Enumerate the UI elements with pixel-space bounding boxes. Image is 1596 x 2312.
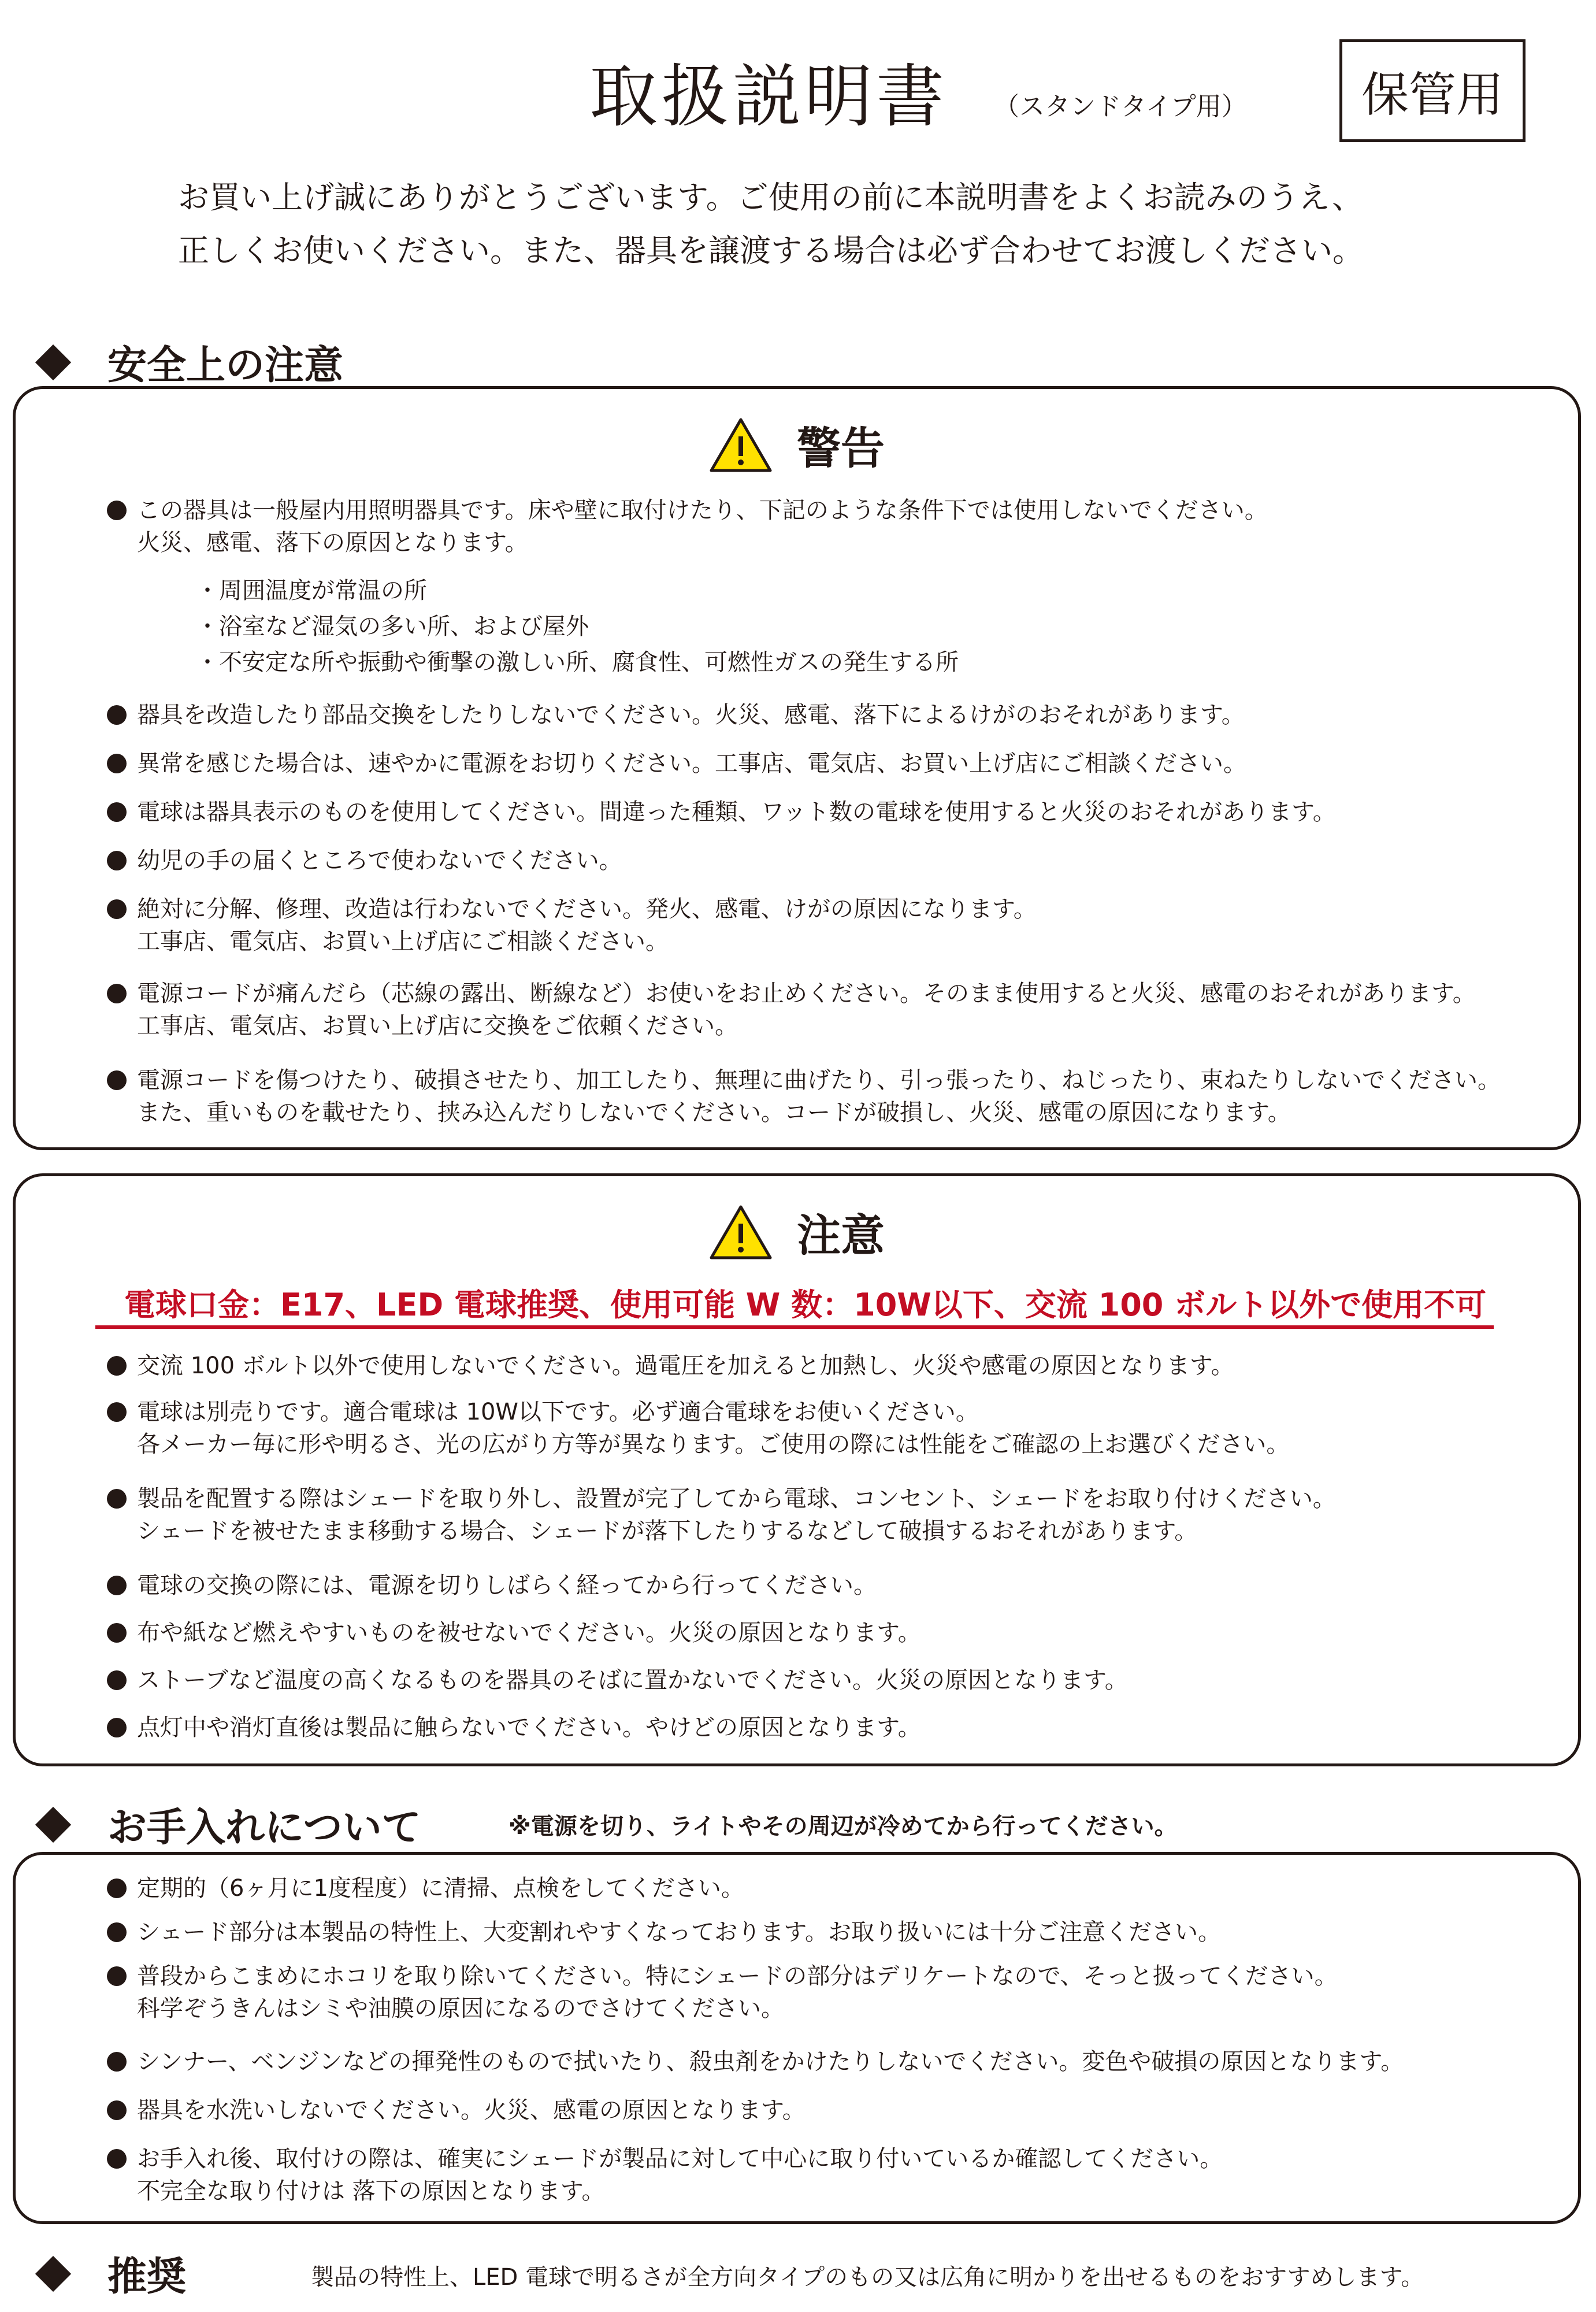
caution-item-3 [107, 1483, 1336, 1547]
warning-item-text: 電源コードを傷つけたり、破損させたり、加工したり、無理に曲げたり、引っ張ったり、ねじったり、束ねたりしないでください。 [137, 1067, 1501, 1094]
bullet-icon [107, 851, 127, 870]
care-item-text: 不完全な取り付けは 落下の原因となります。 [137, 2178, 605, 2204]
bullet-icon [107, 802, 127, 822]
bullet-icon [107, 1576, 127, 1595]
caution-item-text: ストーブなど温度の高くなるものを器具のそばに置かないでください。火災の原因となります。 [137, 1667, 1128, 1694]
warning-item-text: 工事店、電気店、お買い上げ店に交換をご依頼ください。 [137, 1013, 738, 1039]
care-item-text: お手入れ後、取付けの際は、確実にシェードが製品に対して中心に取り付いているか確認してください。 [137, 2146, 1223, 2172]
bullet-icon [107, 2149, 127, 2169]
care-item-6 [107, 2143, 1223, 2207]
page-subtitle: （スタンドタイプ用） [994, 92, 1247, 121]
recommend-section-title: 推奨 [107, 2254, 187, 2300]
page-title: 取扱説明書 [589, 57, 948, 136]
warning-item-1 [107, 494, 1268, 559]
caution-item-text: 点灯中や消灯直後は製品に触らないでください。やけどの原因となります。 [137, 1714, 921, 1741]
recommend-section-heading [40, 2246, 186, 2302]
bullet-icon [107, 1922, 127, 1942]
bullet-icon [107, 1489, 127, 1509]
diamond-icon [35, 344, 71, 380]
bullet-icon [107, 754, 127, 773]
caution-item-1 [107, 1350, 1234, 1382]
warning-item-text: 幼児の手の届くところで使わないでください。 [137, 847, 622, 874]
warning-item-text: 電球は器具表示のものを使用してください。間違った種類、ワット数の電球を使用すると火災のおそれがあります。 [137, 799, 1336, 825]
diamond-icon [35, 1806, 71, 1842]
warning-panel [13, 386, 1581, 1150]
warning-item-text: 異常を感じた場合は、速やかに電源をお切りください。工事店、電気店、お買い上げ店にご相談ください。 [137, 750, 1246, 777]
caution-item-2 [107, 1396, 1289, 1461]
caution-icon [709, 1204, 773, 1261]
caution-item-text: 交流 100 ボルト以外で使用しないでください。過電圧を加えると加熱し、火災や感電の原因となります。 [137, 1353, 1234, 1379]
care-item-4 [107, 2046, 1404, 2078]
warning-icon [709, 417, 773, 473]
bullet-icon [107, 1356, 127, 1376]
warning-condition: ・浴室など湿気の多い所、および屋外 [196, 613, 589, 640]
warning-item-text: 器具を改造したり部品交換をしたりしないでください。火災、感電、落下によるけがのおそれがあります。 [137, 702, 1245, 728]
care-section-heading [40, 1796, 421, 1852]
intro-line-2: 正しくお使いください。また、器具を譲渡する場合は必ず合わせてお渡しください。 [178, 232, 1364, 269]
warning-condition: ・不安定な所や振動や衝撃の激しい所、腐食性、可燃性ガスの発生する所 [196, 649, 959, 676]
caution-item-text: 製品を配置する際はシェードを取り外し、設置が完了してから電球、コンセント、シェードをお取り付けください。 [137, 1485, 1336, 1512]
care-item-1 [107, 1872, 744, 1905]
diamond-icon [35, 2255, 71, 2291]
caution-highlight-rule [95, 1325, 1494, 1329]
caution-item-6 [107, 1664, 1128, 1696]
care-item-5 [107, 2094, 806, 2126]
care-section-title: お手入れについて [107, 1805, 421, 1851]
caution-item-text: シェードを被せたまま移動する場合、シェードが落下したりするなどして破損するおそれがあります。 [137, 1518, 1198, 1544]
caution-item-text: 電球は別売りです。適合電球は 10W以下です。必ず適合電球をお使いください。 [137, 1399, 979, 1425]
warning-item-text: 工事店、電気店、お買い上げ店にご相談ください。 [137, 928, 669, 955]
warning-item-4 [107, 796, 1336, 828]
warning-item-text: この器具は一般屋内用照明器具です。床や壁に取付けたり、下記のような条件下では使用しないでください。 [137, 497, 1268, 524]
bullet-icon [107, 1623, 127, 1643]
bullet-icon [107, 705, 127, 725]
warning-item-text: 電源コードが痛んだら（芯線の露出、断線など）お使いをお止めください。そのまま使用すると火災、感電のおそれがあります。 [137, 980, 1476, 1007]
caution-heading [16, 1201, 1578, 1264]
warning-item-8 [107, 1064, 1501, 1129]
warning-item-text: また、重いものを載せたり、挟み込んだりしないでください。コードが破損し、火災、感電の原因になります。 [137, 1099, 1291, 1126]
keep-label-box [1339, 39, 1526, 142]
warning-condition: ・周囲温度が常温の所 [196, 577, 427, 604]
bullet-icon [107, 1670, 127, 1690]
warning-heading [16, 413, 1578, 476]
bullet-icon [107, 899, 127, 919]
safety-section-heading [40, 334, 343, 390]
care-item-text: 普段からこまめにホコリを取り除いてください。特にシェードの部分はデリケートなので、そっと扱ってください。 [137, 1963, 1338, 1989]
bullet-icon [107, 501, 127, 520]
bullet-icon [107, 1402, 127, 1422]
caution-item-text: 各メーカー毎に形や明るさ、光の広がり方等が異なります。ご使用の際には性能をご確認の上お選びください。 [137, 1431, 1290, 1458]
caution-item-4 [107, 1569, 877, 1602]
care-item-3 [107, 1960, 1338, 2025]
caution-item-7 [107, 1711, 921, 1744]
warning-item-6 [107, 893, 1037, 958]
warning-item-5 [107, 844, 622, 877]
warning-title: 警告 [797, 423, 885, 474]
caution-highlight: 電球口金：E17、LED 電球推奨、使用可能 W 数：10W以下、交流 100 ボルト以外で使用不可 [124, 1287, 1487, 1323]
care-note: ※電源を切り、ライトやその周辺が冷めてから行ってください。 [509, 1813, 1178, 1840]
warning-item-text: 火災、感電、落下の原因となります。 [137, 529, 528, 556]
caution-item-text: 電球の交換の際には、電源を切りしばらく経ってから行ってください。 [137, 1572, 877, 1599]
caution-panel [13, 1173, 1581, 1766]
bullet-icon [107, 1070, 127, 1090]
care-item-text: シンナー、ベンジンなどの揮発性のもので拭いたり、殺虫剤をかけたりしないでください。変色や破損の原因となります。 [137, 2048, 1404, 2075]
bullet-icon [107, 1718, 127, 1737]
warning-item-text: 絶対に分解、修理、改造は行わないでください。発火、感電、けがの原因になります。 [137, 896, 1037, 922]
care-item-text: 器具を水洗いしないでください。火災、感電の原因となります。 [137, 2097, 806, 2124]
bullet-icon [107, 1878, 127, 1898]
warning-item-3 [107, 747, 1246, 780]
care-item-2 [107, 1916, 1221, 1948]
recommend-text: 製品の特性上、LED 電球で明るさが全方向タイプのもの又は広角に明かりを出せるものをおすすめします。 [311, 2264, 1424, 2291]
caution-item-5 [107, 1617, 921, 1649]
bullet-icon [107, 984, 127, 1003]
intro-line-1: お買い上げ誠にありがとうございます。ご使用の前に本説明書をよくお読みのうえ、 [178, 179, 1363, 216]
safety-section-title: 安全上の注意 [107, 343, 344, 388]
bullet-icon [107, 2100, 127, 2120]
warning-item-2 [107, 699, 1245, 731]
bullet-icon [107, 1966, 127, 1986]
care-item-text: 定期的（6ヶ月に1度程度）に清掃、点検をしてください。 [137, 1875, 744, 1902]
caution-title: 注意 [797, 1210, 885, 1261]
warning-item-7 [107, 977, 1476, 1042]
care-item-text: 科学ぞうきんはシミや油膜の原因になるのでさけてください。 [137, 1995, 784, 2022]
caution-item-text: 布や紙など燃えやすいものを被せないでください。火災の原因となります。 [137, 1620, 921, 1646]
keep-label: 保管用 [1361, 67, 1504, 123]
care-panel [13, 1852, 1581, 2224]
bullet-icon [107, 2052, 127, 2072]
care-item-text: シェード部分は本製品の特性上、大変割れやすくなっております。お取り扱いには十分ご注意ください。 [137, 1919, 1221, 1946]
